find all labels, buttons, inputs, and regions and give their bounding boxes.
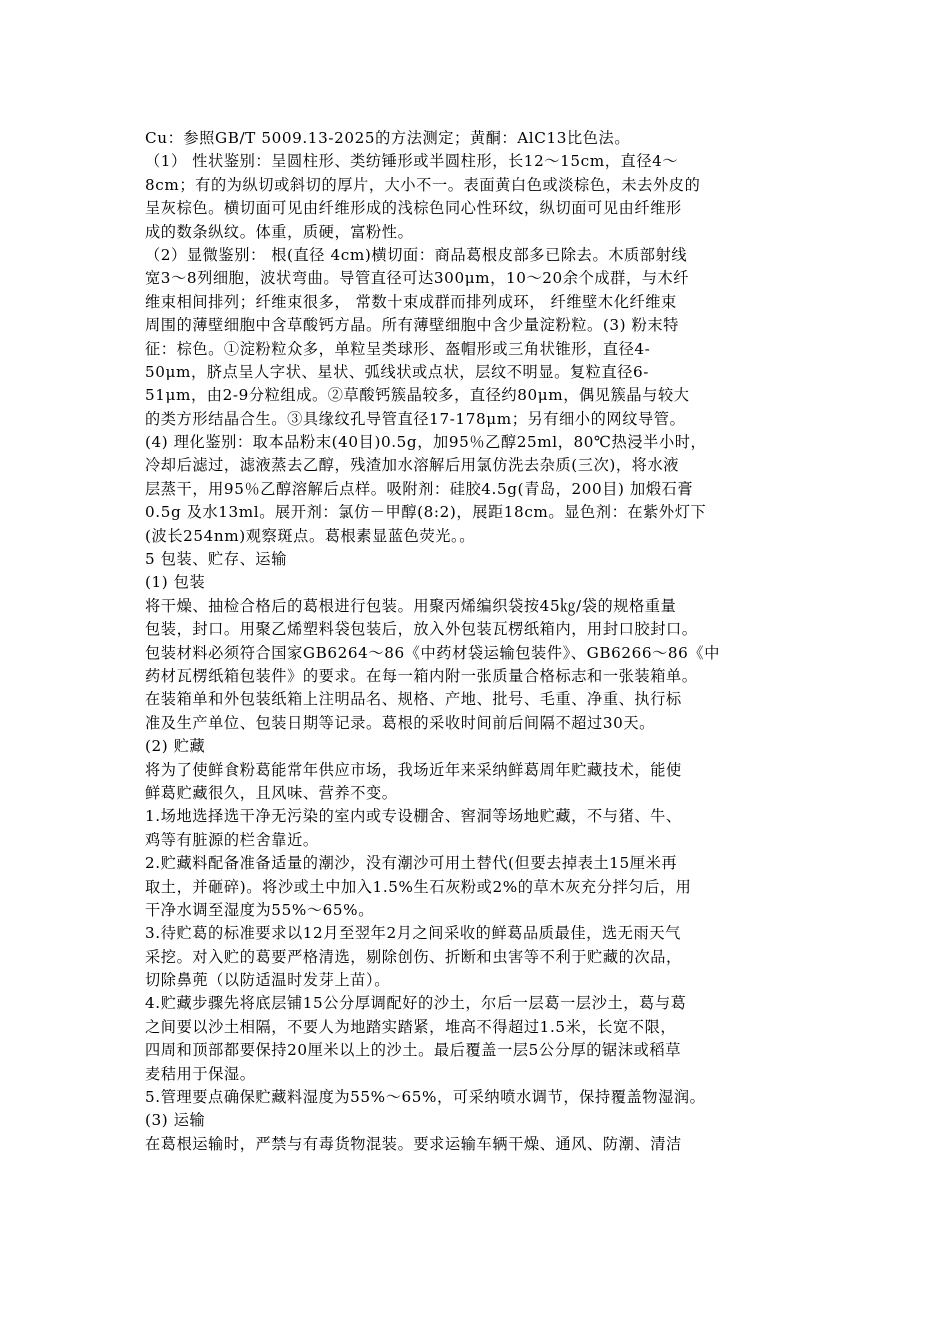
text-line: 包装，封口。用聚乙烯塑料袋包装后，放入外包装瓦楞纸箱内，用封口胶封口。 bbox=[145, 620, 698, 639]
text-line: 切除鼻蔸（以防适温时发芽上苗）。 bbox=[145, 971, 390, 990]
text-line: (波长254nm)观察斑点。葛根素显蓝色荧光。。 bbox=[145, 526, 476, 545]
text-line: 周围的薄壁细胞中含草酸钙方晶。所有薄壁细胞中含少量淀粉粒。(3) 粉末特 bbox=[145, 316, 679, 335]
text-line: 干净水调至湿度为55%～65%。 bbox=[145, 900, 374, 919]
text-line: 征：棕色。①淀粉粒众多，单粒呈类球形、盔帽形或三角状锥形，直径4- bbox=[145, 339, 651, 358]
text-line: 呈灰棕色。横切面可见由纤维形成的浅棕色同心性环纹，纵切面可见由纤维形 bbox=[145, 199, 682, 218]
subsection-heading: (3) 运输 bbox=[145, 1111, 206, 1130]
text-line: 鸡等有脏源的栏舍靠近。 bbox=[145, 830, 319, 849]
text-line: （2）显微鉴别： 根(直径 4cm)横切面：商品葛根皮部多已除去。木质部射线 bbox=[145, 245, 688, 264]
text-line: 在葛根运输时，严禁与有毒货物混装。要求运输车辆干燥、通风、防潮、清洁 bbox=[145, 1134, 682, 1153]
subsection-heading: (1) 包装 bbox=[145, 573, 206, 592]
text-line: 宽3～8列细胞，波状弯曲。导管直径可达300μm，10～20余个成群，与木纤 bbox=[145, 269, 690, 288]
text-line: 2.贮藏料配备准备适量的潮沙，没有潮沙可用土替代(但要去掉表土15厘米再 bbox=[145, 854, 678, 873]
text-line: 将干燥、抽检合格后的葛根进行包装。用聚丙烯编织袋按45㎏/袋的规格重量 bbox=[145, 596, 677, 615]
text-line: （1） 性状鉴别：呈圆柱形、类纺锤形或半圆柱形，长12～15cm，直径4～ bbox=[145, 152, 679, 171]
text-line: 采挖。对入贮的葛要严格清选，剔除创伤、折断和虫害等不利于贮藏的次品， bbox=[145, 947, 682, 966]
text-line: 0.5g 及水13ml。展开剂：氯仿－甲醇(8:2)，展距18cm。显色剂：在紫外灯下 bbox=[145, 503, 707, 522]
text-line: 的类方形结晶合生。③具缘纹孔导管直径17-178μm；另有细小的网纹导管。 bbox=[145, 409, 686, 428]
text-line: 5.管理要点确保贮藏料湿度为55%～65%，可采纳喷水调节，保持覆盖物湿润。 bbox=[145, 1088, 706, 1107]
text-line: 在装箱单和外包装纸箱上注明品名、规格、产地、批号、毛重、净重、执行标 bbox=[145, 690, 682, 709]
subsection-heading: (2) 贮藏 bbox=[145, 737, 206, 756]
text-line: 准及生产单位、包装日期等记录。葛根的采收时间前后间隔不超过30天。 bbox=[145, 713, 655, 732]
document-body bbox=[145, 127, 810, 1156]
section-heading: 5 包装、贮存、运输 bbox=[145, 550, 287, 569]
text-line: 包装材料必须符合国家GB6264～86《中药材袋运输包装件》、GB6266～86《中 bbox=[145, 643, 721, 662]
text-line: 冷却后滤过，滤液蒸去乙醇，残渣加水溶解后用氯仿洗去杂质(三次)，将水液 bbox=[145, 456, 680, 475]
text-line: 50μm，脐点呈人字状、星状、弧线状或点状，层纹不明显。复粒直径6- bbox=[145, 362, 650, 381]
text-line: 维束相间排列；纤维束很多， 常数十束成群而排列成环， 纤维壁木化纤维束 bbox=[145, 292, 677, 311]
text-line: 鲜葛贮藏很久，且风味、营养不变。 bbox=[145, 783, 398, 802]
text-line: 将为了使鲜食粉葛能常年供应市场，我场近年来采纳鲜葛周年贮藏技术，能使 bbox=[145, 760, 682, 779]
text-line: (4) 理化鉴别：取本品粉末(40目)0.5g，加95％乙醇25ml，80℃热浸半小时， bbox=[145, 433, 707, 452]
text-line: 之间要以沙土相隔，不要人为地踏实踏紧，堆高不得超过1.5米，长宽不限， bbox=[145, 1017, 677, 1036]
text-line: 四周和顶部都要保持20厘米以上的沙土。最后覆盖一层5公分厚的锯沫或稻草 bbox=[145, 1041, 681, 1060]
text-line: 1.场地选择选干净无污染的室内或专设棚舍、窖洞等场地贮藏，不与猪、牛、 bbox=[145, 807, 682, 826]
text-line: 药材瓦楞纸箱包装件》的要求。在每一箱内附一张质量合格标志和一张装箱单。 bbox=[145, 666, 698, 685]
text-line: 51μm，由2-9分粒组成。②草酸钙簇晶较多，直径约80μm，偶见簇晶与较大 bbox=[145, 386, 690, 405]
text-line: Cu：参照GB/T 5009.13-2025的方法测定；黄酮：AlC13比色法。 bbox=[145, 129, 631, 147]
text-line: 成的数条纵纹。体重，质硬，富粉性。 bbox=[145, 222, 414, 241]
text-line: 层蒸干，用95％乙醇溶解后点样。吸附剂：硅胶4.5g(青岛，200目) 加煅石膏 bbox=[145, 479, 694, 498]
text-line: 麦秸用于保湿。 bbox=[145, 1064, 256, 1083]
text-line: 4.贮藏步骤先将底层铺15公分厚调配好的沙土，尔后一层葛一层沙土，葛与葛 bbox=[145, 994, 687, 1013]
text-line: 8cm；有的为纵切或斜切的厚片，大小不一。表面黄白色或淡棕色，未去外皮的 bbox=[145, 175, 701, 194]
text-line: 取土，并砸碎)。将沙或土中加入1.5%生石灰粉或2%的草木灰充分拌匀后，用 bbox=[145, 877, 692, 896]
text-line: 3.待贮葛的标准要求以12月至翌年2月之间采收的鲜葛品质最佳，选无雨天气 bbox=[145, 924, 681, 943]
